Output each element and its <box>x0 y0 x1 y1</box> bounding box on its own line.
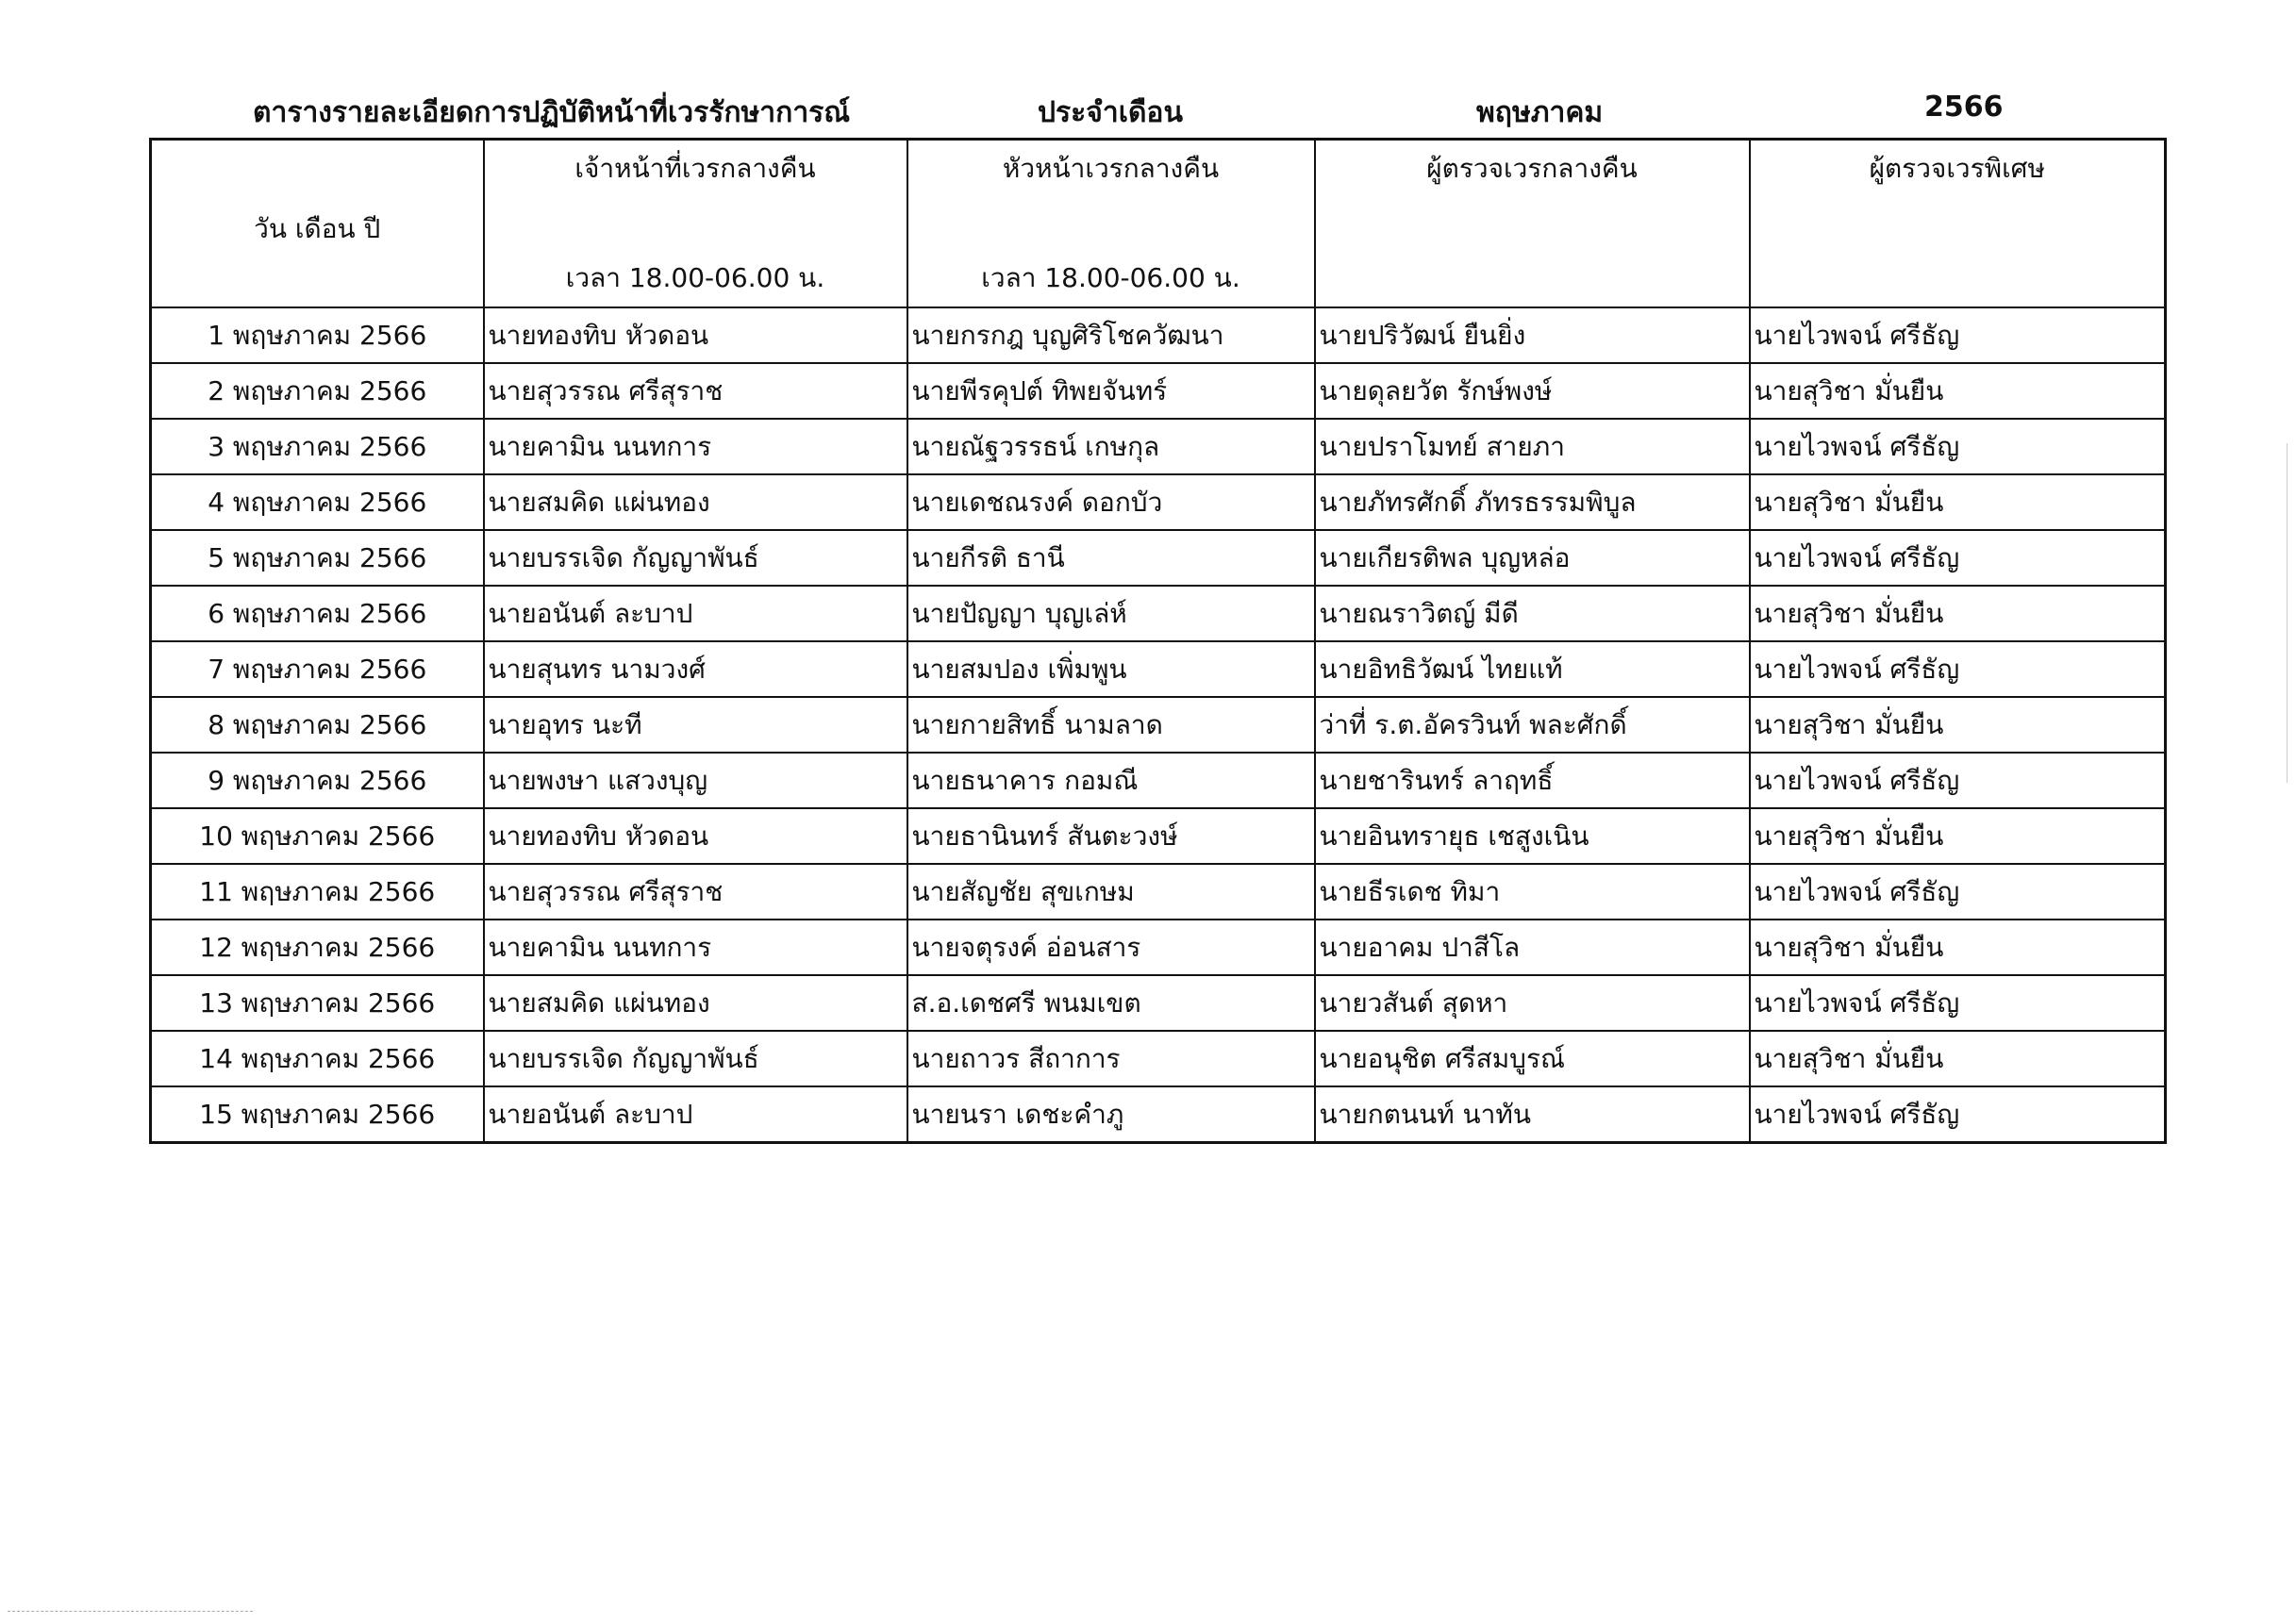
cell-date: 3 พฤษภาคม 2566 <box>151 419 484 474</box>
header-night-officer-label: เจ้าหน้าที่เวรกลางคืน <box>574 153 816 184</box>
cell-special-inspector: นายสุวิชา มั่นยืน <box>1750 363 2166 419</box>
cell-night-inspector: ว่าที่ ร.ต.อัครวินท์ พละศักดิ์ <box>1315 697 1750 753</box>
header-night-inspector <box>1315 140 1750 308</box>
cell-night-officer: นายสุวรรณ ศรีสุราช <box>484 864 907 920</box>
cell-night-inspector: นายอินทรายุธ เชสูงเนิน <box>1315 808 1750 864</box>
cell-date: 7 พฤษภาคม 2566 <box>151 641 484 697</box>
cell-night-head: นายเดชณรงค์ ดอกบัว <box>907 474 1315 530</box>
cell-date: 15 พฤษภาคม 2566 <box>151 1086 484 1143</box>
cell-night-officer: นายบรรเจิด กัญญาพันธ์ <box>484 530 907 586</box>
duty-schedule-table <box>149 138 2167 1144</box>
cell-special-inspector: นายไวพจน์ ศรีธัญ <box>1750 307 2166 363</box>
table-row <box>151 1031 2166 1086</box>
table-row <box>151 641 2166 697</box>
header-night-inspector-label: ผู้ตรวจเวรกลางคืน <box>1426 153 1638 184</box>
cell-night-inspector: นายกตนนท์ นาทัน <box>1315 1086 1750 1143</box>
cell-night-head: นายกรกฎ บุญศิริโชควัฒนา <box>907 307 1315 363</box>
cell-date: 9 พฤษภาคม 2566 <box>151 753 484 808</box>
cell-night-officer: นายอุทร นะที <box>484 697 907 753</box>
cell-date: 13 พฤษภาคม 2566 <box>151 975 484 1031</box>
cell-night-head: นายนรา เดชะคำภู <box>907 1086 1315 1143</box>
header-special-inspector-label: ผู้ตรวจเวรพิเศษ <box>1869 153 2045 184</box>
cell-night-officer: นายพงษา แสวงบุญ <box>484 753 907 808</box>
cell-special-inspector: นายไวพจน์ ศรีธัญ <box>1750 975 2166 1031</box>
cell-night-head: นายพีรคุปต์ ทิพยจันทร์ <box>907 363 1315 419</box>
table-row <box>151 808 2166 864</box>
cell-night-officer: นายบรรเจิด กัญญาพันธ์ <box>484 1031 907 1086</box>
cell-special-inspector: นายสุวิชา มั่นยืน <box>1750 1031 2166 1086</box>
table-row <box>151 474 2166 530</box>
table-row <box>151 697 2166 753</box>
cell-night-head: นายจตุรงค์ อ่อนสาร <box>907 920 1315 975</box>
cell-night-head: นายปัญญา บุญเล่ห์ <box>907 586 1315 641</box>
cell-special-inspector: นายไวพจน์ ศรีธัญ <box>1750 864 2166 920</box>
cell-special-inspector: นายสุวิชา มั่นยืน <box>1750 586 2166 641</box>
scan-artifact-line <box>8 1611 253 1612</box>
table-row <box>151 307 2166 363</box>
table-row <box>151 586 2166 641</box>
cell-night-inspector: นายปราโมทย์ สายภา <box>1315 419 1750 474</box>
cell-night-inspector: นายดุลยวัต รักษ์พงษ์ <box>1315 363 1750 419</box>
cell-date: 1 พฤษภาคม 2566 <box>151 307 484 363</box>
cell-special-inspector: นายไวพจน์ ศรีธัญ <box>1750 753 2166 808</box>
cell-night-officer: นายอนันต์ ละบาป <box>484 1086 907 1143</box>
cell-night-inspector: นายภัทรศักดิ์ ภัทรธรรมพิบูล <box>1315 474 1750 530</box>
cell-special-inspector: นายไวพจน์ ศรีธัญ <box>1750 530 2166 586</box>
cell-night-inspector: นายอาคม ปาสีโล <box>1315 920 1750 975</box>
document-title: ตารางรายละเอียดการปฏิบัติหน้าที่เวรรักษาการณ์ <box>253 96 851 129</box>
cell-date: 4 พฤษภาคม 2566 <box>151 474 484 530</box>
cell-night-inspector: นายอิทธิวัฒน์ ไทยแท้ <box>1315 641 1750 697</box>
cell-night-head: ส.อ.เดชศรี พนมเขต <box>907 975 1315 1031</box>
cell-night-officer: นายสุนทร นามวงศ์ <box>484 641 907 697</box>
cell-special-inspector: นายสุวิชา มั่นยืน <box>1750 474 2166 530</box>
cell-night-inspector: นายเกียรติพล บุญหล่อ <box>1315 530 1750 586</box>
cell-night-head: นายสัญชัย สุขเกษม <box>907 864 1315 920</box>
table-row <box>151 920 2166 975</box>
table-row <box>151 419 2166 474</box>
scan-edge-line <box>2287 443 2288 783</box>
cell-date: 12 พฤษภาคม 2566 <box>151 920 484 975</box>
cell-night-head: นายธานินทร์ สันตะวงษ์ <box>907 808 1315 864</box>
cell-night-inspector: นายวสันต์ สุดหา <box>1315 975 1750 1031</box>
table-row <box>151 975 2166 1031</box>
month-value: พฤษภาคม <box>1476 96 1604 129</box>
cell-date: 10 พฤษภาคม 2566 <box>151 808 484 864</box>
cell-night-inspector: นายอนุชิต ศรีสมบูรณ์ <box>1315 1031 1750 1086</box>
table-row <box>151 864 2166 920</box>
cell-special-inspector: นายไวพจน์ ศรีธัญ <box>1750 419 2166 474</box>
cell-date: 6 พฤษภาคม 2566 <box>151 586 484 641</box>
table-row <box>151 1086 2166 1143</box>
cell-night-inspector: นายณราวิตญ์ มีดี <box>1315 586 1750 641</box>
cell-date: 8 พฤษภาคม 2566 <box>151 697 484 753</box>
header-special-inspector <box>1750 140 2166 308</box>
cell-night-head: นายสมปอง เพิ่มพูน <box>907 641 1315 697</box>
header-night-head <box>907 140 1315 308</box>
header-night-head-time: เวลา 18.00-06.00 น. <box>981 262 1240 293</box>
cell-night-officer: นายสมคิด แผ่นทอง <box>484 975 907 1031</box>
table-header-row <box>151 140 2166 308</box>
cell-night-officer: นายทองทิบ หัวดอน <box>484 307 907 363</box>
cell-night-officer: นายคามิน นนทการ <box>484 419 907 474</box>
cell-night-head: นายถาวร สีถาการ <box>907 1031 1315 1086</box>
cell-special-inspector: นายสุวิชา มั่นยืน <box>1750 808 2166 864</box>
cell-special-inspector: นายไวพจน์ ศรีธัญ <box>1750 1086 2166 1143</box>
cell-night-head: นายณัฐวรรธน์ เกษกุล <box>907 419 1315 474</box>
header-date <box>151 140 484 308</box>
cell-special-inspector: นายสุวิชา มั่นยืน <box>1750 920 2166 975</box>
cell-night-officer: นายสมคิด แผ่นทอง <box>484 474 907 530</box>
header-night-officer <box>484 140 907 308</box>
cell-night-inspector: นายปริวัฒน์ ยืนยิ่ง <box>1315 307 1750 363</box>
cell-date: 11 พฤษภาคม 2566 <box>151 864 484 920</box>
cell-night-head: นายกีรติ ธานี <box>907 530 1315 586</box>
cell-night-officer: นายทองทิบ หัวดอน <box>484 808 907 864</box>
year-value: 2566 <box>1924 91 2004 124</box>
month-label: ประจำเดือน <box>1038 96 1183 129</box>
header-night-officer-time: เวลา 18.00-06.00 น. <box>565 262 825 293</box>
cell-date: 5 พฤษภาคม 2566 <box>151 530 484 586</box>
cell-date: 2 พฤษภาคม 2566 <box>151 363 484 419</box>
table-row <box>151 530 2166 586</box>
cell-night-officer: นายคามิน นนทการ <box>484 920 907 975</box>
table-body <box>151 307 2166 1143</box>
cell-date: 14 พฤษภาคม 2566 <box>151 1031 484 1086</box>
cell-night-officer: นายอนันต์ ละบาป <box>484 586 907 641</box>
cell-special-inspector: นายไวพจน์ ศรีธัญ <box>1750 641 2166 697</box>
cell-night-inspector: นายชารินทร์ ลาฤทธิ์ <box>1315 753 1750 808</box>
table-row <box>151 363 2166 419</box>
cell-night-head: นายธนาคาร กอมณี <box>907 753 1315 808</box>
cell-night-head: นายกายสิทธิ์ นามลาด <box>907 697 1315 753</box>
table-row <box>151 753 2166 808</box>
header-night-head-label: หัวหน้าเวรกลางคืน <box>1002 153 1220 184</box>
cell-night-inspector: นายธีรเดช ทิมา <box>1315 864 1750 920</box>
cell-special-inspector: นายสุวิชา มั่นยืน <box>1750 697 2166 753</box>
cell-night-officer: นายสุวรรณ ศรีสุราช <box>484 363 907 419</box>
header-date-label: วัน เดือน ปี <box>254 213 381 244</box>
